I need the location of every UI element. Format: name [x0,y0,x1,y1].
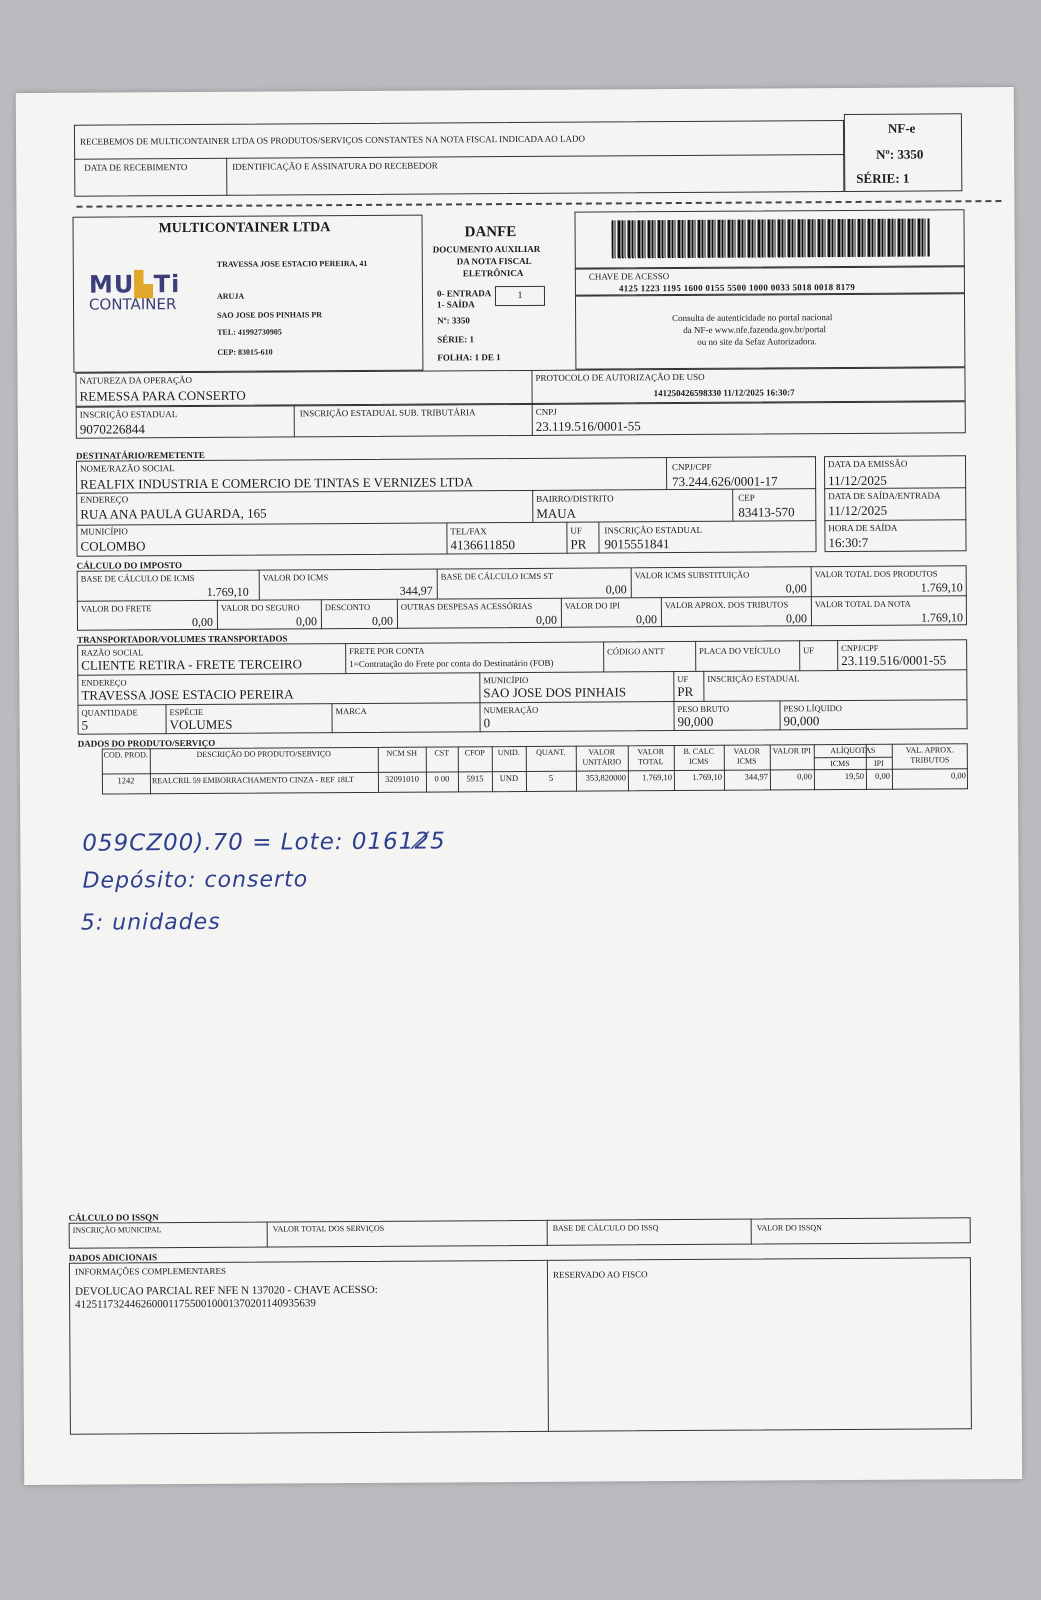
table-cell: 0 00 [434,773,450,784]
operation-type-box [495,286,545,306]
tax-field-label: VALOR DO ICMS [262,572,329,583]
emitter-name: MULTICONTAINER LTDA [158,220,331,237]
transport-field-value: CLIENTE RETIRA - FRETE TERCEIRO [81,656,303,673]
transport-field-label: MUNICÍPIO [483,674,529,686]
products-section-title: DADOS DO PRODUTO/SERVIÇO [77,737,216,749]
protocolo-value: 141250426598330 11/12/2025 16:30:7 [653,387,795,399]
cnpj-label: CNPJ [535,406,557,417]
tax-field-value: 0,00 [535,612,558,627]
tax-field-value: 0,00 [635,612,658,627]
transport-field-label: UF [677,673,689,685]
table-header-cell: CFOP [464,748,485,758]
transport-field-label: QUANTIDADE [81,707,138,718]
transport-field-value: SAO JOSE DOS PINHAIS [483,684,627,701]
exit-time-label: HORA DE SAÍDA [828,522,898,534]
consulta-line-2: da NF-e www.nfe.fazenda.gov.br/portal [683,324,827,335]
transport-field-value: 0 [483,715,491,731]
transport-field-value: 1=Contratação do Frete por conta do Destinatário (FOB) [349,657,554,670]
aliquota-subheader: ICMS [830,758,850,769]
tax-field-label: VALOR DO SEGURO [220,602,300,613]
tax-field-label: BASE DE CÁLCULO ICMS ST [440,570,554,582]
barcode [612,218,930,258]
table-cell: 19,50 [844,770,864,782]
receipt-date-label: DATA DE RECEBIMENTO [84,162,188,173]
recipient-cnpj-label: CNPJ/CPF [671,461,712,473]
table-header-cell: VAL. APROX. TRIBUTOS [905,745,954,765]
recipient-section-title: DESTINATÁRIO/REMETENTE [75,449,205,461]
emitter-city: SAO JOSE DOS PINHAIS PR [217,310,323,320]
recipient-uf-label: UF [570,525,582,536]
table-cell: REALCRIL 59 EMBORRACHAMENTO CINZA - REF 18LT [151,775,354,786]
transport-field-value: 90,000 [783,713,820,729]
access-key-label: CHAVE DE ACESSO [588,271,670,282]
recipient-uf: PR [570,536,587,552]
ie-label: INSCRIÇÃO ESTADUAL [79,409,178,420]
table-header-cell: COD. PROD. [103,750,148,760]
table-cell: 0,00 [875,770,890,781]
table-cell: UND [499,773,519,784]
table-header-cell: NCM SH [386,748,418,758]
transport-field-value: 90,000 [677,713,714,730]
transport-field-value: 23.119.516/0001-55 [841,652,947,669]
table-cell: 5 [548,772,554,783]
tax-field-value: 0,00 [785,611,807,626]
tax-field-value: 1.769,10 [920,580,963,595]
table-cell: 0,00 [797,771,812,782]
additional-info-line-1: DEVOLUCAO PARCIAL REF NFE N 137020 - CHAVE ACESSO: [75,1283,378,1298]
transport-field-label: UF [803,645,815,656]
transport-field-label: NUMERAÇÃO [483,704,539,716]
recipient-phone: 4136611850 [450,537,516,553]
recipient-name: REALFIX INDUSTRIA E COMERCIO DE TINTAS E VERNIZES LTDA [80,474,474,492]
nfe-number: Nº: 3350 [876,146,924,162]
barcode-box [574,209,964,269]
transport-field-label: INSCRIÇÃO ESTADUAL [707,673,800,684]
ie-row [76,401,966,438]
danfe-subtitle-3: ELETRÔNICA [462,267,524,279]
recipient-city: COLOMBO [80,538,146,554]
natureza-value: REMESSA PARA CONSERTO [79,387,246,404]
table-cell: 5915 [466,773,484,784]
danfe-subtitle-2: DA NOTA FISCAL [456,255,532,267]
issqn-section-title: CÁLCULO DO ISSQN [68,1212,159,1223]
emitter-street: TRAVESSA JOSE ESTACIO PEREIRA, 41 [216,258,368,269]
consulta-line-1: Consulta de autenticidade no portal nacional [672,312,833,324]
aliquotas-header: ALÍQUOTAS [830,745,876,756]
ie-st-label: INSCRIÇÃO ESTADUAL SUB. TRIBUTÁRIA [299,407,476,419]
handwritten-line-3: 5: unidades [80,909,221,936]
table-header-cell: DESCRIÇÃO DO PRODUTO/SERVIÇO [196,749,331,759]
tax-section-title: CÁLCULO DO IMPOSTO [76,560,183,571]
table-cell: 32091010 [384,773,419,784]
table-header-cell: VALOR UNITÁRIO [582,747,622,767]
table-header-cell: VALOR TOTAL [637,747,665,767]
tax-field-label: OUTRAS DESPESAS ACESSÓRIAS [400,600,533,612]
tax-field-label: VALOR TOTAL DA NOTA [814,598,911,610]
cut-line [76,200,1001,208]
handwritten-line-2: Depósito: conserto [82,867,309,894]
operation-type-value: 1 [517,289,523,302]
tax-field-value: 1.769,10 [920,610,963,625]
issqn-base-label: BASE DE CÁLCULO DO ISSQ [552,1223,659,1233]
table-header-cell: CST [434,748,450,758]
additional-section-title: DADOS ADICIONAIS [68,1252,158,1263]
transport-field-label: RAZÃO SOCIAL [81,647,144,658]
transport-field-value: VOLUMES [169,716,233,733]
transport-field-label: ESPÉCIE [169,706,204,718]
issqn-box [69,1217,971,1249]
tax-field-label: BASE DE CÁLCULO DE ICMS [80,572,195,584]
transport-field-value: TRAVESSA JOSE ESTACIO PEREIRA [81,686,294,703]
table-cell: 0,00 [951,770,966,781]
tax-field-value: 1.769,10 [206,584,249,599]
transport-field-value: 5 [81,717,89,733]
transport-field-label: MARCA [335,705,367,717]
exit-option: 1- SAÍDA [437,299,475,310]
additional-info-label: INFORMAÇÕES COMPLEMENTARES [74,1265,227,1277]
table-cell: 1242 [117,775,135,786]
table-header-cell: QUANT. [536,747,566,757]
recipient-district-label: BAIRRO/DISTRITO [536,493,614,504]
tax-field-value: 0,00 [785,581,807,596]
recipient-phone-label: TEL/FAX [450,526,487,537]
danfe-document [16,87,1022,1485]
recipient-address-label: ENDEREÇO [80,494,129,505]
exit-time: 16:30:7 [828,534,869,551]
recipient-city-label: MUNICÍPIO [80,526,128,537]
transport-field-value: PR [677,683,694,700]
recipient-district: MAUA [536,505,577,521]
transport-field-label: PESO LÍQUIDO [783,703,842,714]
issue-date-label: DATA DA EMISSÃO [827,458,908,470]
emitter-district: ARUJA [216,291,245,301]
recipient-cnpj: 73.244.626/0001-17 [672,473,778,490]
access-key-value: 4125 1223 1195 1600 0155 5500 1000 0033 5018 0018 8179 [618,281,856,294]
aliquota-subheader: IPI [873,758,884,768]
ie-value: 9070226844 [79,421,145,437]
recipient-cep-label: CEP [738,492,755,503]
table-header-cell: VALOR ICMS [733,746,761,766]
transport-field-label: FRETE POR CONTA [349,645,425,657]
transport-section-title: TRANSPORTADOR/VOLUMES TRANSPORTADOS [77,633,288,645]
tax-field-label: VALOR ICMS SUBSTITUIÇÃO [634,569,750,581]
danfe-subtitle-1: DOCUMENTO AUXILIAR [432,243,541,255]
recipient-address: RUA ANA PAULA GUARDA, 165 [80,505,267,522]
consulta-line-3: ou no site da Sefaz Autorizadora. [697,336,817,347]
tax-field-label: VALOR TOTAL DOS PRODUTOS [814,568,938,580]
transport-field-label: CNPJ/CPF [841,642,879,654]
handwritten-line-1: 059CZ00).70 = Lote: 01612̸5 [82,828,446,857]
table-cell: 344,97 [744,771,768,782]
tax-field-label: DESCONTO [324,601,371,613]
tax-field-value: 344,97 [399,583,433,598]
tax-field-value: 0,00 [371,613,394,628]
issqn-municipal-label: INSCRIÇÃO MUNICIPAL [72,1225,162,1235]
danfe-series: SÉRIE: 1 [437,334,475,345]
recipient-ie-label: INSCRIÇÃO ESTADUAL [604,524,702,536]
transport-field-label: PLACA DO VEÍCULO [699,645,781,656]
receipt-text: RECEBEMOS DE MULTICONTAINER LTDA OS PRODUTOS/SERVIÇOS CONSTANTES NA NOTA FISCAL INDICADA AO LADO [80,133,586,147]
logo-mark: MU▙Ti [88,270,181,299]
tax-field-label: VALOR DO IPI [564,600,621,611]
entry-option: 0- ENTRADA [436,288,492,299]
emitter-cep: CEP: 83015-610 [217,347,273,357]
tax-field-label: VALOR DO FRETE [80,603,152,614]
cnpj-value: 23.119.516/0001-55 [535,418,641,434]
transport-field-label: ENDEREÇO [81,677,127,688]
natureza-label: NATUREZA DA OPERAÇÃO [79,374,193,386]
additional-info-line-2: 41251173244626000117550010001370201140935639 [75,1297,316,1311]
table-header-cell: UNID. [497,748,520,758]
transport-field-label: PESO BRUTO [677,703,730,715]
danfe-page: FOLHA: 1 DE 1 [437,352,501,363]
table-cell: 353,820000 [585,772,626,783]
recipient-cep: 83413-570 [738,504,795,520]
table-header-cell: VALOR IPI [772,746,811,756]
tax-field-value: 0,00 [295,614,318,629]
recipient-ie: 9015551841 [604,536,670,552]
tax-field-value: 0,00 [191,614,214,630]
emitter-phone: TEL: 41992730905 [217,327,282,337]
tax-field-label: VALOR APROX. DOS TRIBUTOS [664,599,789,611]
transport-field-label: CÓDIGO ANTT [607,646,665,657]
multi-container-logo [89,272,199,323]
protocolo-label: PROTOCOLO DE AUTORIZAÇÃO DE USO [535,371,705,383]
recipient-name-label: NOME/RAZÃO SOCIAL [79,463,175,474]
exit-date-label: DATA DE SAÍDA/ENTRADA [828,490,941,502]
danfe-title: DANFE [464,224,517,241]
receipt-signature-label: IDENTIFICAÇÃO E ASSINATURA DO RECEBEDOR [232,160,438,172]
issqn-value-label: VALOR DO ISSQN [756,1223,822,1233]
logo-text: CONTAINER [88,295,177,314]
table-header-cell: B. CALC ICMS [683,746,715,766]
table-cell: 1.769,10 [642,772,672,783]
nfe-title: NF-e [887,120,916,136]
exit-date: 11/12/2025 [828,502,888,519]
fisco-label: RESERVADO AO FISCO [552,1269,648,1280]
tax-field-value: 0,00 [605,582,627,597]
issqn-services-label: VALOR TOTAL DOS SERVIÇOS [272,1223,385,1234]
table-cell: 1.769,10 [692,771,722,782]
issue-date: 11/12/2025 [828,472,887,489]
nfe-series: SÉRIE: 1 [856,170,910,186]
danfe-number: Nº: 3350 [437,315,470,326]
